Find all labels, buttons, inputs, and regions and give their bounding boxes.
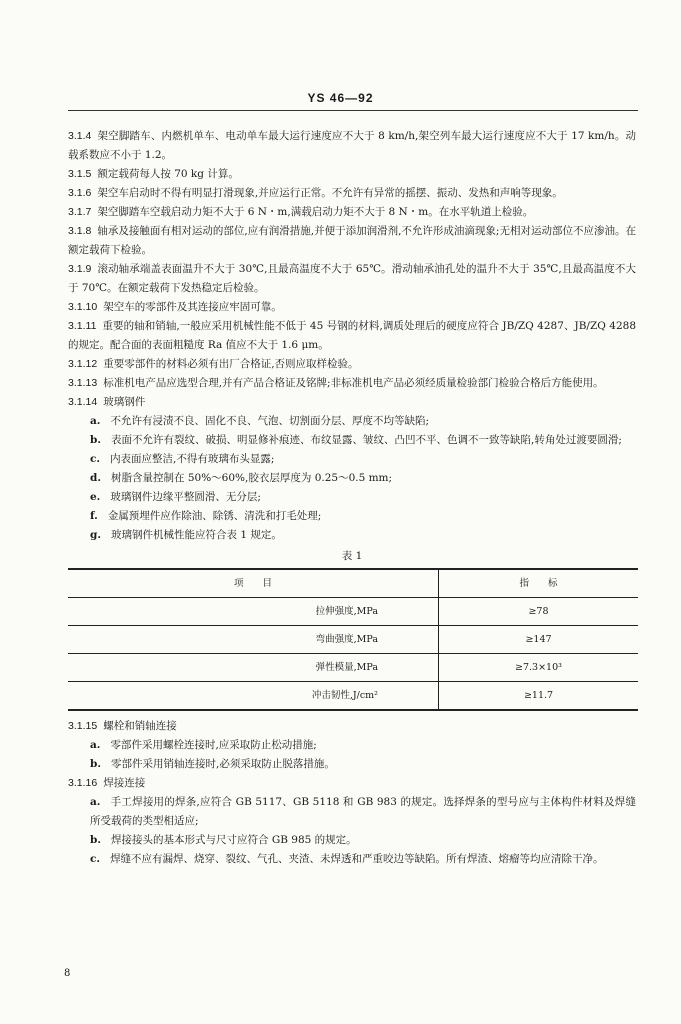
clause-number: 3.1.6 bbox=[68, 187, 92, 199]
list-item bbox=[68, 488, 636, 507]
table-cell: ≥11.7 bbox=[439, 682, 639, 711]
clause-text: 滚动轴承端盖表面温升不大于 30℃,且最高温度不大于 65℃。滑动轴承油孔处的温升不大于 35℃,且最高温度不大于 70℃。在额定载荷下发热稳定后检验。 bbox=[68, 263, 636, 294]
item-label: a. bbox=[90, 796, 101, 808]
clause-text: 重要零部件的材料必须有出厂合格证,否则应取样检验。 bbox=[103, 358, 359, 370]
header-rule bbox=[68, 110, 638, 111]
clause-text: 标准机电产品应选型合理,并有产品合格证及铭牌;非标准机电产品必须经质量检验部门检验合格后方能使用。 bbox=[103, 377, 604, 389]
clause-heading: 玻璃钢件 bbox=[103, 396, 146, 408]
clause-number: 3.1.16 bbox=[68, 777, 98, 789]
list-item bbox=[68, 755, 636, 774]
document-body bbox=[68, 127, 636, 869]
item-text: 玻璃钢件边缘平整圆滑、无分层; bbox=[110, 491, 261, 503]
table-row bbox=[68, 598, 638, 626]
table-row bbox=[68, 626, 638, 654]
item-text: 零部件采用销轴连接时,必须采取防止脱落措施。 bbox=[111, 758, 335, 770]
list-item bbox=[68, 850, 636, 869]
clause-number: 3.1.13 bbox=[68, 377, 98, 389]
page-header: YS 46—92 bbox=[307, 91, 374, 105]
item-label: b. bbox=[90, 434, 101, 446]
list-item bbox=[68, 469, 636, 488]
clause-number: 3.1.9 bbox=[68, 263, 92, 275]
item-label: b. bbox=[90, 834, 101, 846]
clause-text: 架空脚踏车、内燃机单车、电动单车最大运行速度应不大于 8 km/h,架空列车最大运行速度应不大于 17 km/h。动载系数应不小于 1.2。 bbox=[68, 130, 636, 161]
column-header-value: 指 标 bbox=[439, 569, 639, 598]
table-cell: 拉伸强度,MPa bbox=[68, 598, 439, 626]
item-label: f. bbox=[90, 510, 98, 522]
item-text: 手工焊接用的焊条,应符合 GB 5117、GB 5118 和 GB 983 的规定。选择焊条的型号应与主体构件材料及焊缝所受载荷的类型相适应; bbox=[90, 796, 636, 827]
clause-3-1-9 bbox=[68, 260, 636, 298]
clause-number: 3.1.4 bbox=[68, 130, 92, 142]
table-cell: ≥78 bbox=[439, 598, 639, 626]
clause-text: 架空车的零部件及其连接应牢固可靠。 bbox=[103, 301, 282, 313]
item-text: 内表面应整洁,不得有玻璃布头显露; bbox=[110, 453, 275, 465]
clause-3-1-15 bbox=[68, 717, 636, 736]
clause-text: 架空车启动时不得有明显打滑现象,并应运行正常。不允许有异常的摇摆、振动、发热和声响等现象。 bbox=[97, 187, 563, 199]
clause-text: 重要的轴和销轴,一般应采用机械性能不低于 45 号钢的材料,调质处理后的硬度应符合 JB/ZQ 4287、JB/ZQ 4288 的规定。配合面的表面粗糙度 Ra 值应不大于 1.6 μm。 bbox=[68, 320, 636, 351]
clause-heading: 焊接连接 bbox=[103, 777, 146, 789]
clause-3-1-16 bbox=[68, 774, 636, 793]
clause-number: 3.1.5 bbox=[68, 168, 92, 180]
item-text: 玻璃钢件机械性能应符合表 1 规定。 bbox=[111, 529, 282, 541]
clause-3-1-11 bbox=[68, 317, 636, 355]
item-text: 金属预埋件应作除油、除锈、清洗和打毛处理; bbox=[107, 510, 322, 522]
list-item bbox=[68, 793, 636, 831]
item-text: 不允许有浸渍不良、固化不良、气泡、切割面分层、厚度不均等缺陷; bbox=[110, 415, 430, 427]
item-text: 焊接接头的基本形式与尺寸应符合 GB 985 的规定。 bbox=[111, 834, 357, 846]
clause-number: 3.1.10 bbox=[68, 301, 98, 313]
table-row bbox=[68, 654, 638, 682]
list-item bbox=[68, 431, 636, 450]
table-header-row bbox=[68, 569, 638, 598]
clause-3-1-10 bbox=[68, 298, 636, 317]
clause-3-1-14 bbox=[68, 393, 636, 412]
clause-text: 额定载荷每人按 70 kg 计算。 bbox=[97, 168, 239, 180]
clause-number: 3.1.15 bbox=[68, 720, 98, 732]
list-item bbox=[68, 526, 636, 545]
clause-number: 3.1.12 bbox=[68, 358, 98, 370]
table-title: 表 1 bbox=[341, 550, 363, 562]
properties-table bbox=[68, 568, 638, 711]
table-cell: 冲击韧性,J/cm² bbox=[68, 682, 439, 711]
table-row bbox=[68, 682, 638, 711]
clause-3-1-12 bbox=[68, 355, 636, 374]
clause-3-1-4 bbox=[68, 127, 636, 165]
clause-3-1-6 bbox=[68, 184, 636, 203]
list-item bbox=[68, 450, 636, 469]
clause-3-1-7 bbox=[68, 203, 636, 222]
clause-heading: 螺栓和销轴连接 bbox=[103, 720, 177, 732]
item-text: 焊缝不应有漏焊、烧穿、裂纹、气孔、夹渣、未焊透和严重咬边等缺陷。所有焊渣、熔瘤等均应清除干净。 bbox=[110, 853, 604, 865]
clause-number: 3.1.7 bbox=[68, 206, 92, 218]
item-label: d. bbox=[90, 472, 101, 484]
clause-text: 架空脚踏车空载启动力矩不大于 6 N・m,满载启动力矩不大于 8 N・m。在水平轨道上检验。 bbox=[97, 206, 534, 218]
list-item bbox=[68, 736, 636, 755]
table-cell: 弯曲强度,MPa bbox=[68, 626, 439, 654]
clause-3-1-13 bbox=[68, 374, 636, 393]
table-cell: ≥147 bbox=[439, 626, 639, 654]
table-cell: 弹性模量,MPa bbox=[68, 654, 439, 682]
clause-3-1-5 bbox=[68, 165, 636, 184]
clause-text: 轴承及接触面有相对运动的部位,应有润滑措施,并便于添加润滑剂,不允许形成油滴现象;无相对运动部位不应渗油。在额定载荷下检验。 bbox=[68, 225, 636, 256]
page-number: 8 bbox=[64, 968, 71, 979]
clause-number: 3.1.11 bbox=[68, 320, 97, 332]
clause-number: 3.1.8 bbox=[68, 225, 92, 237]
list-item bbox=[68, 831, 636, 850]
item-text: 树脂含量控制在 50%～60%,胶衣层厚度为 0.25～0.5 mm; bbox=[111, 472, 393, 484]
item-label: c. bbox=[90, 453, 101, 465]
item-text: 零部件采用螺栓连接时,应采取防止松动措施; bbox=[110, 739, 317, 751]
item-label: g. bbox=[90, 529, 101, 541]
clause-3-1-8 bbox=[68, 222, 636, 260]
column-header-item: 项 目 bbox=[68, 569, 439, 598]
item-label: c. bbox=[90, 853, 101, 865]
item-text: 表面不允许有裂纹、破损、明显修补痕迹、布纹显露、皱纹、凸凹不平、色调不一致等缺陷,转角处过渡要圆滑; bbox=[111, 434, 622, 446]
list-item bbox=[68, 507, 636, 526]
item-label: a. bbox=[90, 739, 101, 751]
item-label: a. bbox=[90, 415, 101, 427]
list-item bbox=[68, 412, 636, 431]
table-cell: ≥7.3×10³ bbox=[439, 654, 639, 682]
item-label: b. bbox=[90, 758, 101, 770]
item-label: e. bbox=[90, 491, 101, 503]
clause-number: 3.1.14 bbox=[68, 396, 98, 408]
